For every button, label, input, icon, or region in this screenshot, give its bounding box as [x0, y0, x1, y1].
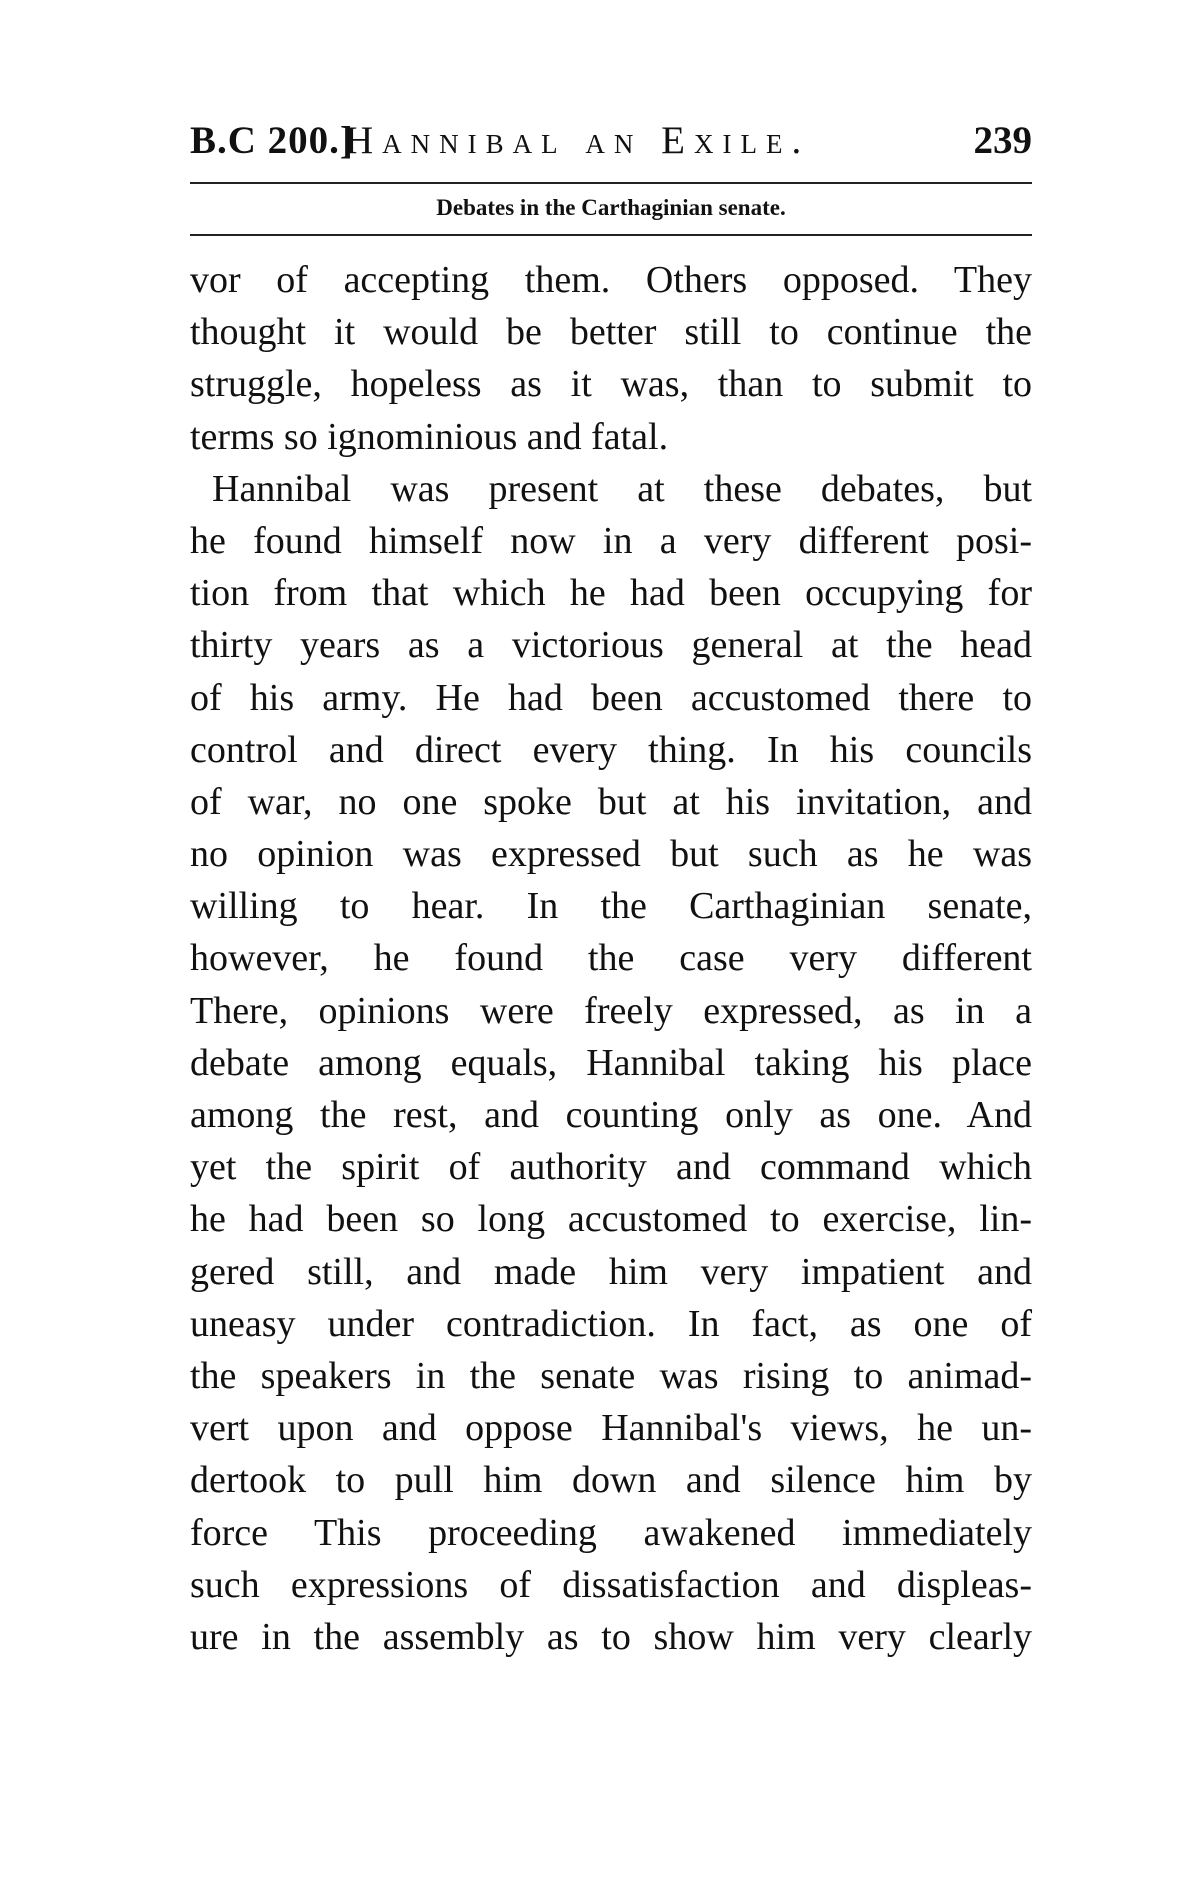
text-line: no opinion was expressed but such as he was	[190, 833, 1032, 876]
header-title: Hannibal an Exile.	[345, 119, 811, 162]
text-line: yet the spirit of authority and command which	[190, 1146, 1032, 1189]
text-line: vert upon and oppose Hannibal's views, he un-	[190, 1407, 1032, 1450]
text-line: he found himself now in a very different posi-	[190, 519, 1032, 562]
header-rule-bottom	[190, 234, 1032, 236]
text-line: force This proceeding awakened immediately	[190, 1511, 1032, 1554]
text-line: control and direct every thing. In his councils	[190, 728, 1032, 771]
text-line: vor of accepting them. Others opposed. They	[190, 259, 1032, 301]
text-line: debate among equals, Hannibal taking his place	[190, 1041, 1032, 1084]
text-line: however, he found the case very different	[190, 937, 1032, 980]
text-line: uneasy under contradiction. In fact, as one of	[190, 1302, 1032, 1345]
text-line: Hannibal was present at these debates, but	[212, 467, 1032, 510]
text-line: terms so ignominious and fatal.	[190, 415, 669, 458]
text-line: struggle, hopeless as it was, than to submit to	[190, 363, 1032, 406]
page-number: 239	[973, 119, 1032, 162]
text-line: among the rest, and counting only as one. And	[190, 1094, 1032, 1136]
text-line: thirty years as a victorious general at the head	[190, 624, 1032, 667]
body-text	[190, 254, 1032, 1663]
text-line: ure in the assembly as to show him very clearly	[190, 1615, 1032, 1658]
text-line: such expressions of dissatisfaction and displeas-	[190, 1563, 1032, 1606]
text-line: he had been so long accustomed to exercise, lin-	[190, 1198, 1032, 1241]
text-line: thought it would be better still to continue the	[190, 311, 1032, 354]
header-rule-top	[190, 182, 1032, 184]
text-line: There, opinions were freely expressed, as in a	[190, 989, 1032, 1032]
running-head: Debates in the Carthaginian senate.	[436, 195, 786, 220]
text-line: tion from that which he had been occupying for	[190, 572, 1032, 615]
text-line: the speakers in the senate was rising to animad-	[190, 1354, 1032, 1397]
text-line: of his army. He had been accustomed there to	[190, 676, 1032, 719]
text-line: willing to hear. In the Carthaginian senate,	[190, 885, 1032, 928]
page-header	[190, 118, 1032, 170]
text-line: of war, no one spoke but at his invitation, and	[190, 780, 1032, 823]
header-date: B.C 200.]	[190, 119, 354, 162]
text-line: gered still, and made him very impatient and	[190, 1250, 1032, 1293]
text-line: dertook to pull him down and silence him by	[190, 1459, 1032, 1502]
